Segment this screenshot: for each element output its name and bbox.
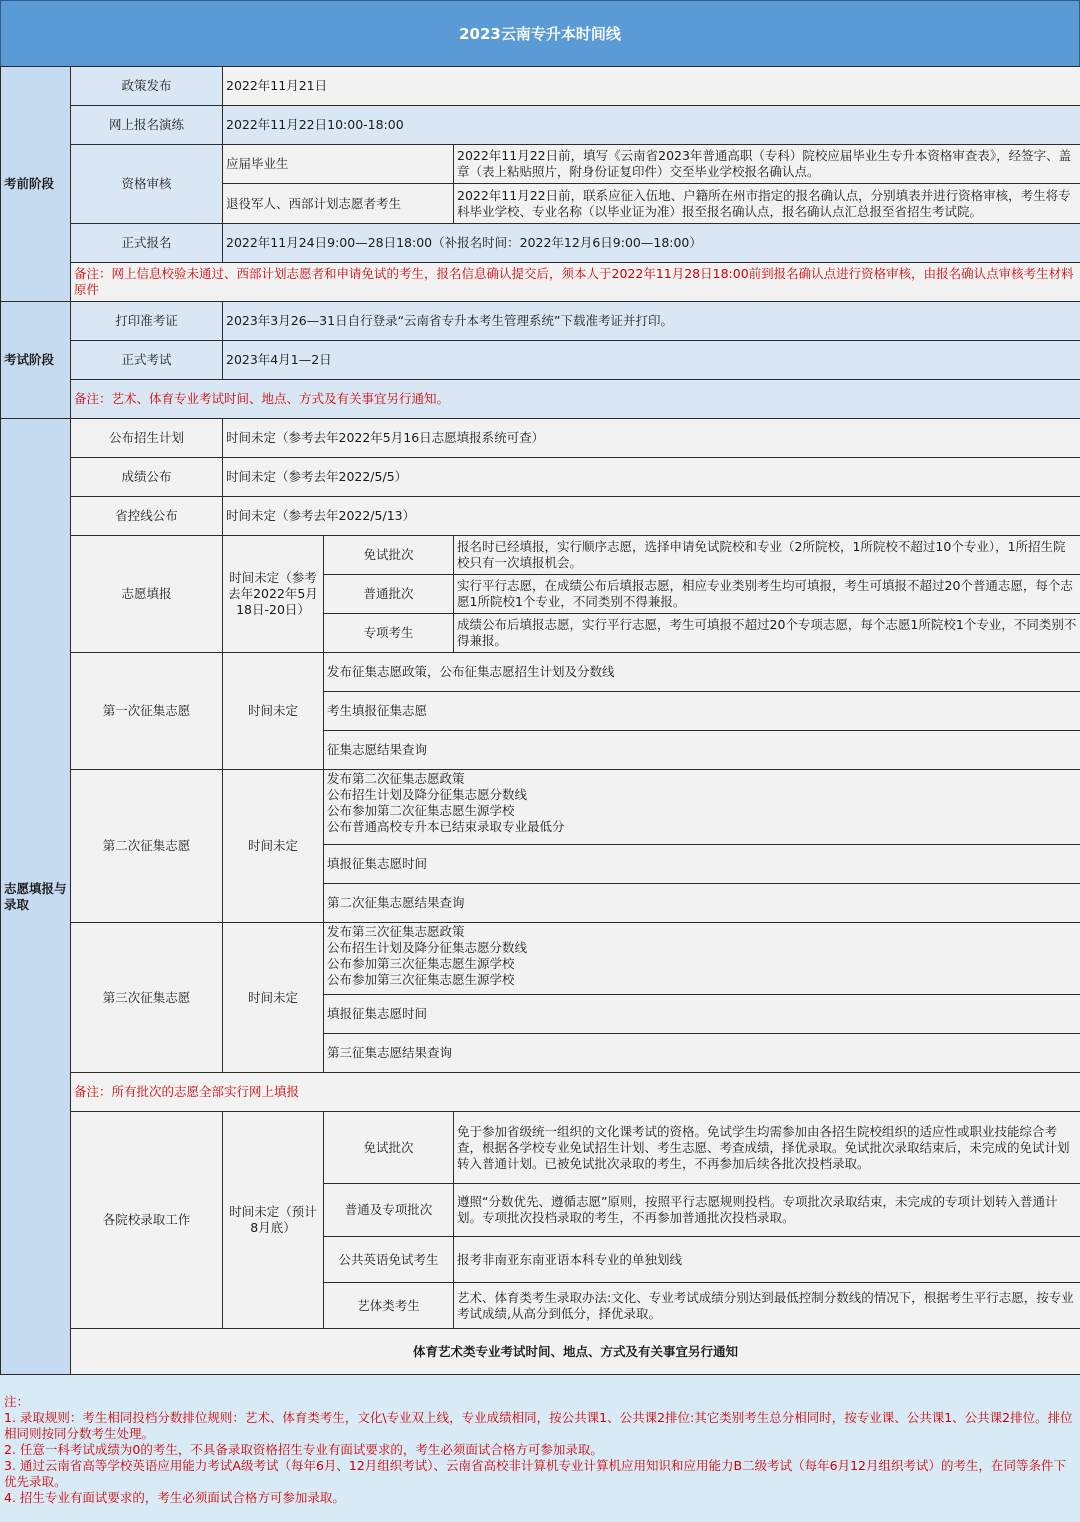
row-ticket (1, 302, 1080, 341)
round2-item: 第二次征集志愿结果查询 (324, 884, 1080, 923)
round1-item: 发布征集志愿政策，公布征集志愿招生计划及分数线 (324, 653, 1080, 692)
review-veteran-value: 2022年11月22日前，联系应征入伍地、户籍所在州市指定的报名确认点，分别填表并进行资格审核，考生将专科毕业学校、专业名称（以毕业证为准）报至报名确认点，报名确认点汇总报至省招生考试院。 (454, 184, 1080, 224)
label-fill: 志愿填报 (71, 536, 223, 653)
row-final (1, 1329, 1080, 1375)
label-round1: 第一次征集志愿 (71, 653, 223, 770)
stage-admission: 志愿填报与录取 (1, 419, 71, 1375)
row-review-grad (1, 145, 1080, 184)
fill-sub: 专项考生 (324, 614, 454, 653)
label-round3: 第三次征集志愿 (71, 923, 223, 1073)
timeline-table (0, 66, 1080, 1375)
label-score: 成绩公布 (71, 458, 223, 497)
admit-value: 报考非南亚东南亚语本科专业的单独划线 (454, 1237, 1080, 1283)
value-drill: 2022年11月22日10:00-18:00 (223, 106, 1080, 145)
value-ticket: 2023年3月26—31日自行登录“云南省专升本考生管理系统”下载准考证并打印。 (223, 302, 1080, 341)
fill-value: 成绩公布后填报志愿，实行平行志愿，考生可填报不超过20个专项志愿，每个志愿1所院校1个专业，不同类别不得兼报。 (454, 614, 1080, 653)
footer-line: 2. 任意一科考试成绩为0的考生，不具备录取资格招生专业有面试要求的，考生必须面试合格方可参加录取。 (4, 1442, 603, 1457)
review-grad-sub: 应届毕业生 (223, 145, 454, 184)
label-register: 正式报名 (71, 224, 223, 263)
admit-value: 艺术、体育类考生录取办法:文化、专业考试成绩分别达到最低控制分数线的情况下，根据考生平行志愿，按专业考试成绩,从高分到低分，择优录取。 (454, 1283, 1080, 1329)
row-drill (1, 106, 1080, 145)
row-fill-1 (1, 536, 1080, 575)
round2-item: 填报征集志愿时间 (324, 845, 1080, 884)
round2-time: 时间未定 (223, 770, 324, 923)
round1-item: 征集志愿结果查询 (324, 731, 1080, 770)
round2-policy-line: 公布招生计划及降分征集志愿分数线 (327, 787, 528, 802)
label-policy: 政策发布 (71, 67, 223, 106)
round3-policy-line: 发布第三次征集志愿政策 (327, 924, 465, 939)
row-note-1 (1, 263, 1080, 302)
fill-time: 时间未定（参考去年2022年5月18日-20日） (223, 536, 324, 653)
round3-item: 第三征集志愿结果查询 (324, 1034, 1080, 1073)
label-drill: 网上报名演练 (71, 106, 223, 145)
note-pre-exam: 备注：网上信息校验未通过、西部计划志愿者和申请免试的考生，报名信息确认提交后，须本人于2022年11月28日18:00前到报名确认点进行资格审核，由报名确认点审核考生材料原件 (71, 263, 1080, 302)
fill-value: 报名时已经填报，实行顺序志愿，选择申请免试院校和专业（2所院校，1所院校不超过10个专业），1所招生院校只有一次填报机会。 (454, 536, 1080, 575)
fill-sub: 免试批次 (324, 536, 454, 575)
row-register (1, 224, 1080, 263)
row-note-3 (1, 1073, 1080, 1112)
label-line: 省控线公布 (71, 497, 223, 536)
round3-item: 填报征集志愿时间 (324, 995, 1080, 1034)
label-exam: 正式考试 (71, 341, 223, 380)
note-admission: 备注：所有批次的志愿全部实行网上填报 (71, 1073, 1080, 1112)
round1-time: 时间未定 (223, 653, 324, 770)
row-round1-1 (1, 653, 1080, 692)
fill-sub: 普通批次 (324, 575, 454, 614)
round3-policy-line: 公布参加第三次征集志愿生源学校 (327, 956, 515, 971)
footer-line: 4. 招生专业有面试要求的，考生必须面试合格方可参加录取。 (4, 1490, 345, 1505)
round3-policy-line: 公布参加第三次征集志愿生源学校 (327, 972, 515, 987)
note-exam: 备注：艺术、体育专业考试时间、地点、方式及有关事宜另行通知。 (71, 380, 1080, 419)
admit-value: 免于参加省级统一组织的文化课考试的资格。免试学生均需参加由各招生院校组织的适应性或职业技能综合考查，根据各学校专业免试招生计划、考生志愿、考查成绩，择优录取。免试批次录取结束后，未完成的免试计划转入普通计划。已被免试批次录取的考生，不再参加后续各批次投档录取。 (454, 1112, 1080, 1184)
admit-sub: 免试批次 (324, 1112, 454, 1184)
page-title: 2023云南专升本时间线 (0, 0, 1080, 67)
row-round2-1 (1, 770, 1080, 845)
round3-policy-line: 公布招生计划及降分征集志愿分数线 (327, 940, 528, 955)
row-score (1, 458, 1080, 497)
label-round2: 第二次征集志愿 (71, 770, 223, 923)
footer-line: 1. 录取规则：考生相同投档分数排位规则：艺术、体育类考生，文化\专业双上线，专业成绩相同，按公共课1、公共课2排位:其它类别考生总分相同时，按专业课、公共课1、公共课2排位。排位相同则按同分数考生处理。 (4, 1410, 1073, 1441)
label-ticket: 打印准考证 (71, 302, 223, 341)
admit-value: 遵照“分数优先、遵循志愿”原则，按照平行志愿规则投档。专项批次录取结束，未完成的专项计划转入普通计划。专项批次投档录取的考生，不再参加普通批次投档录取。 (454, 1184, 1080, 1237)
review-grad-value: 2022年11月22日前，填写《云南省2023年普通高职（专科）院校应届毕业生专升本资格审查表》，经签字、盖章（表上粘贴照片，附身份证复印件）交至毕业学校报名确认点。 (454, 145, 1080, 184)
round3-time: 时间未定 (223, 923, 324, 1073)
final-notice: 体育艺术类专业考试时间、地点、方式及有关事宜另行通知 (71, 1329, 1080, 1375)
stage-exam: 考试阶段 (1, 302, 71, 419)
value-line: 时间未定（参考去年2022/5/13） (223, 497, 1080, 536)
admit-sub: 普通及专项批次 (324, 1184, 454, 1237)
footer-line: 3. 通过云南省高等学校英语应用能力考试A级考试（每年6月、12月组织考试）、云南省高校非计算机专业计算机应用知识和应用能力B二级考试（每年6月12月组织考试）的考生，在同等条件下优先录取。 (4, 1458, 1066, 1489)
label-plan: 公布招生计划 (71, 419, 223, 458)
row-exam (1, 341, 1080, 380)
fill-value: 实行平行志愿，在成绩公布后填报志愿，相应专业类别考生均可填报，考生可填报不超过20个普通志愿，每个志愿1所院校1个专业，不同类别不得兼报。 (454, 575, 1080, 614)
value-exam: 2023年4月1—2日 (223, 341, 1080, 380)
admit-sub: 艺体类考生 (324, 1283, 454, 1329)
admit-sub: 公共英语免试考生 (324, 1237, 454, 1283)
row-note-2 (1, 380, 1080, 419)
footer-head: 注： (4, 1394, 30, 1409)
round2-policy-line: 公布参加第二次征集志愿生源学校 (327, 803, 515, 818)
round2-policy-list (324, 770, 1080, 845)
value-policy: 2022年11月21日 (223, 67, 1080, 106)
row-policy (1, 67, 1080, 106)
round1-item: 考生填报征集志愿 (324, 692, 1080, 731)
review-veteran-sub: 退役军人、西部计划志愿者考生 (223, 184, 454, 224)
label-review: 资格审核 (71, 145, 223, 224)
row-plan (1, 419, 1080, 458)
round2-policy-line: 公布普通高校专升本已结束录取专业最低分 (327, 819, 565, 834)
row-line (1, 497, 1080, 536)
row-admit-1 (1, 1112, 1080, 1184)
value-plan: 时间未定（参考去年2022年5月16日志愿填报系统可查） (223, 419, 1080, 458)
value-register: 2022年11月24日9:00—28日18:00（补报名时间：2022年12月6日9:00—18:00） (223, 224, 1080, 263)
value-score: 时间未定（参考去年2022/5/5） (223, 458, 1080, 497)
stage-pre-exam: 考前阶段 (1, 67, 71, 302)
round2-policy-line: 发布第二次征集志愿政策 (327, 771, 465, 786)
admit-time: 时间未定（预计8月底） (223, 1112, 324, 1329)
row-round3-1 (1, 923, 1080, 995)
round3-policy-list (324, 923, 1080, 995)
label-admit: 各院校录取工作 (71, 1112, 223, 1329)
footer-notes (0, 1376, 1080, 1506)
